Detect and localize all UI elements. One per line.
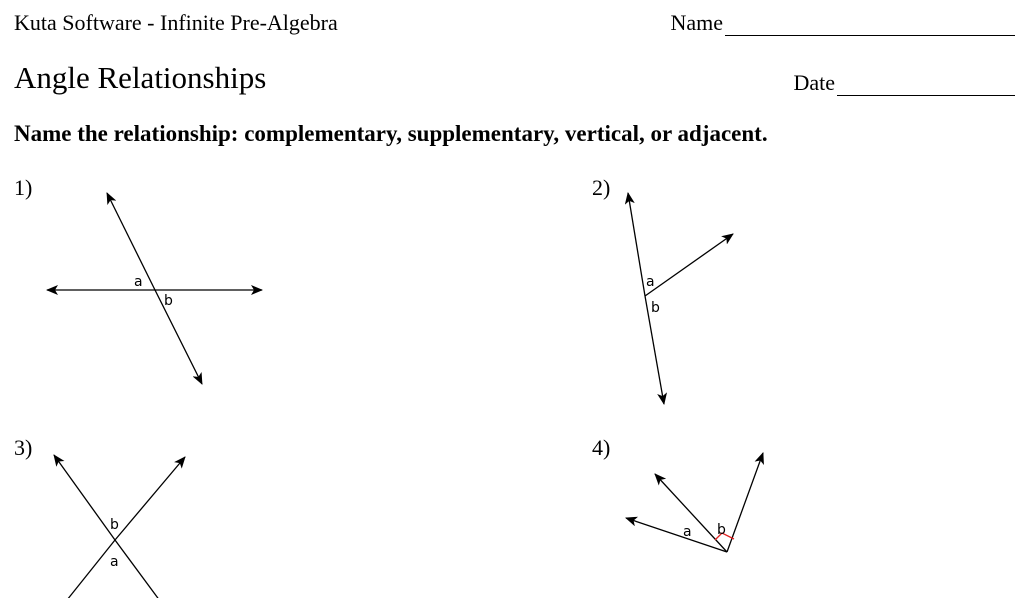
line-ray — [645, 234, 733, 296]
angle-label-b: b — [164, 293, 173, 309]
date-label: Date — [793, 70, 835, 95]
problem-4-number: 4) — [592, 435, 611, 460]
problem-3-number: 3) — [14, 435, 33, 460]
publisher-header: Kuta Software - Infinite Pre-Algebra — [14, 10, 338, 35]
line-ray — [727, 453, 763, 552]
problem-4-figure — [626, 453, 763, 552]
line-ray — [54, 455, 115, 540]
angle-label-a: a — [646, 274, 655, 290]
line-ray — [115, 457, 185, 540]
problem-3-figure — [54, 455, 185, 598]
angle-label-a: a — [110, 554, 119, 570]
line-ray — [628, 193, 645, 296]
line-ray — [155, 290, 202, 384]
problem-2-number: 2) — [592, 175, 611, 200]
line-ray — [115, 540, 163, 598]
name-label: Name — [670, 10, 723, 35]
problem-1-figure — [47, 193, 262, 384]
worksheet-title: Angle Relationships — [14, 60, 267, 95]
angle-label-a: a — [683, 524, 692, 540]
angle-label-b: b — [651, 300, 660, 316]
line-ray — [107, 193, 155, 290]
problem-2-figure — [628, 193, 733, 404]
instructions: Name the relationship: complementary, supplementary, vertical, or adjacent. — [14, 121, 768, 146]
problem-1-number: 1) — [14, 175, 33, 200]
angle-label-b: b — [717, 522, 726, 538]
angle-label-a: a — [134, 274, 143, 290]
line-ray — [63, 540, 115, 598]
angle-label-b: b — [110, 517, 119, 533]
